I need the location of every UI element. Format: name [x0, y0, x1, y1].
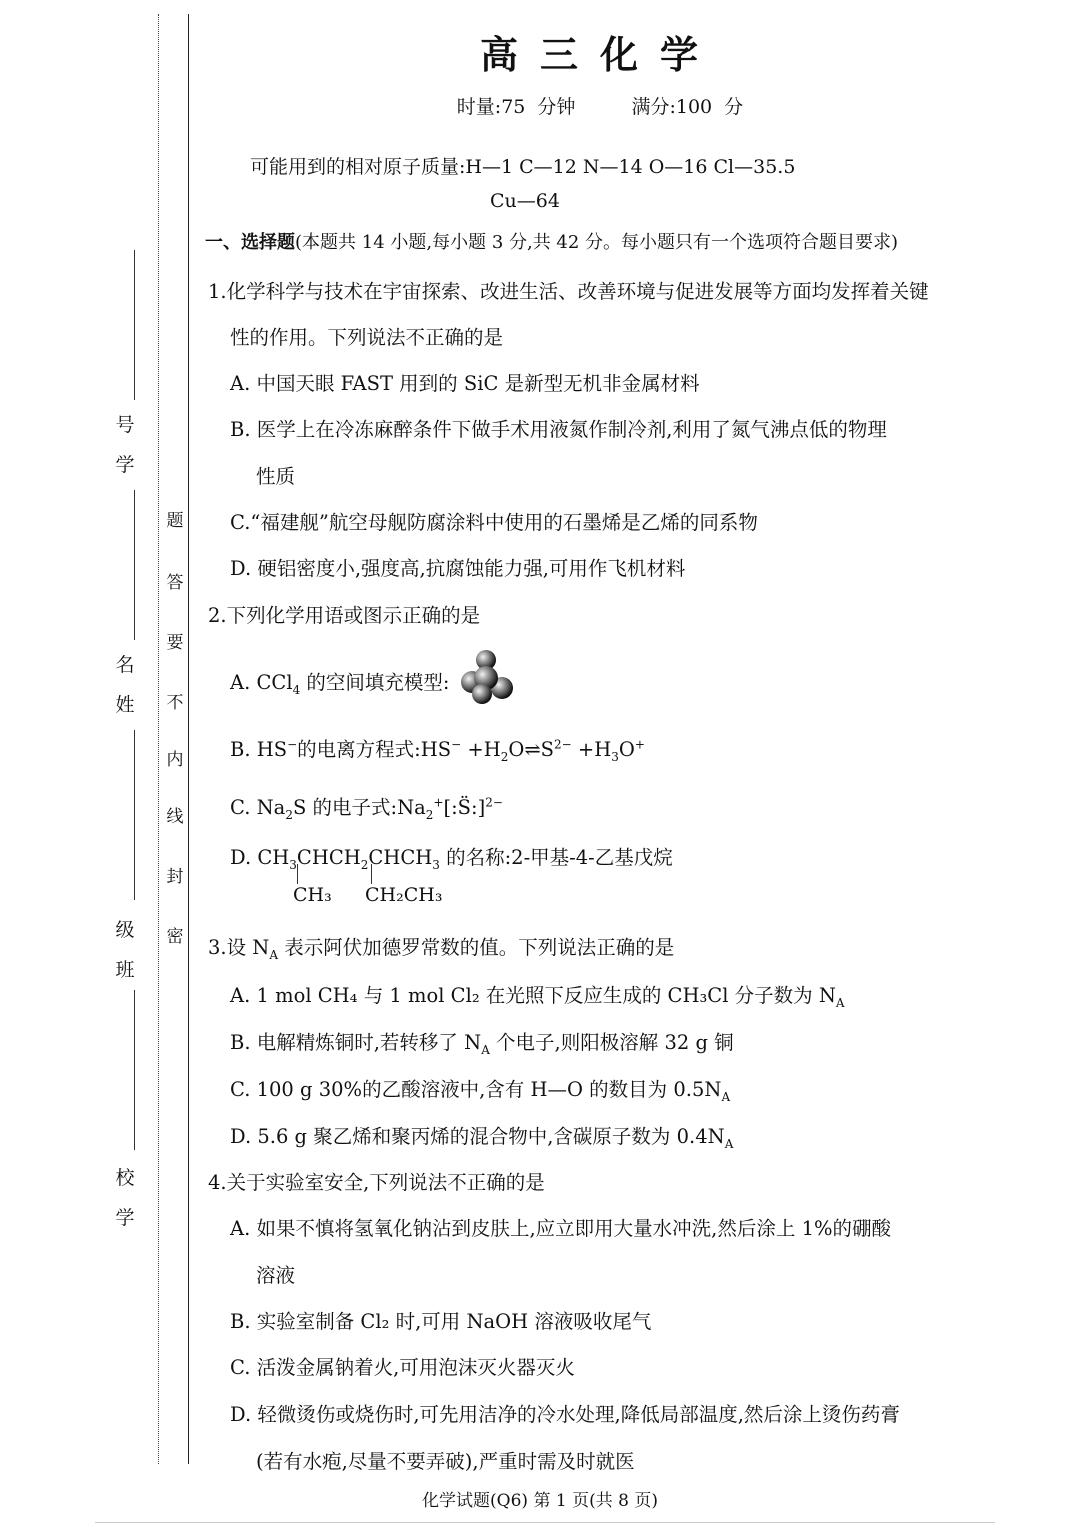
q3-option-c: C. 100 g 30%的乙酸溶液中,含有 H—O 的数目为 $0.5N_A$ — [230, 1078, 731, 1104]
q2-option-a: A. CCl$_4$ 的空间填充模型: — [230, 671, 450, 697]
seal-char: 要 — [166, 633, 184, 653]
seal-solid-line — [188, 14, 189, 1464]
branch-bond-2 — [371, 864, 372, 884]
seal-char: 题 — [166, 511, 184, 531]
exam-title: 高三化学 — [479, 33, 720, 77]
exam-meta — [200, 92, 1000, 119]
q4-option-d-cont: (若有水疱,尽量不要弄破),严重时需及时就医 — [256, 1450, 635, 1473]
seal-char: 不 — [166, 693, 184, 713]
class-line[interactable] — [134, 730, 135, 900]
exam-score: 满分:100 分 — [631, 96, 744, 118]
q4-option-b: B. 实验室制备 Cl₂ 时,可用 NaOH 溶液吸收尾气 — [230, 1310, 652, 1333]
branch-bond-1 — [297, 864, 298, 884]
q3-option-a: A. 1 mol CH₄ 与 1 mol Cl₂ 在光照下反应生成的 CH₃Cl 分子数为 $N_A$ — [230, 984, 845, 1010]
branch-methyl: CH₃ — [293, 884, 332, 906]
branch-ethyl: CH₂CH₃ — [365, 884, 443, 906]
seal-dotted-line — [158, 14, 159, 1464]
q3-stem: 3.设 $N_A$ 表示阿伏加德罗常数的值。下列说法正确的是 — [208, 936, 675, 962]
atomic-masses-cont: Cu—64 — [490, 190, 560, 212]
q2-option-b: B. HS−的电离方程式:HS− $+H_2O\rightleftharpoons S^{2-} +H_3O^+$ — [230, 737, 645, 764]
student-id-label: 号 学 — [115, 414, 135, 476]
school-line[interactable] — [134, 990, 135, 1150]
ccl4-space-filling-model — [458, 648, 518, 708]
seal-char: 密 — [166, 927, 184, 947]
q2-stem: 2.下列化学用语或图示正确的是 — [208, 604, 481, 627]
binding-margin — [0, 0, 200, 1526]
q4-option-a: A. 如果不慎将氢氧化钠沾到皮肤上,应立即用大量水冲洗,然后涂上 1%的硼酸 — [230, 1217, 892, 1240]
atomic-masses: 可能用到的相对原子质量:H—1 C—12 N—14 O—16 Cl—35.5 — [250, 156, 796, 178]
exam-time: 时量:75 分钟 — [456, 96, 576, 118]
q1-option-b-cont: 性质 — [256, 465, 296, 488]
q2-option-d: D. $CH_3CHCH_2CHCH_3$ 的名称:2-甲基-4-乙基戊烷 — [230, 846, 673, 872]
q1-option-c: C.“福建舰”航空母舰防腐涂料中使用的石墨烯是乙烯的同系物 — [230, 511, 758, 534]
name-label: 名 姓 — [115, 654, 135, 716]
section-heading: 一、选择题(本题共 14 小题,每小题 3 分,共 42 分。每小题只有一个选项符合题目要求) — [205, 232, 899, 253]
seal-char: 线 — [166, 807, 184, 827]
q4-option-d: D. 轻微烫伤或烧伤时,可先用洁净的冷水处理,降低局部温度,然后涂上烫伤药膏 — [230, 1403, 900, 1426]
bottom-rule — [95, 1522, 995, 1523]
q1-option-d: D. 硬铝密度小,强度高,抗腐蚀能力强,可用作飞机材料 — [230, 557, 686, 580]
name-line[interactable] — [134, 490, 135, 640]
q1-option-b: B. 医学上在冷冻麻醉条件下做手术用液氮作制冷剂,利用了氮气沸点低的物理 — [230, 418, 887, 441]
student-id-line[interactable] — [134, 250, 135, 400]
q4-option-a-cont: 溶液 — [256, 1264, 296, 1287]
q1-stem: 1.化学科学与技术在宇宙探索、改进生活、改善环境与促进发展等方面均发挥着关键 — [208, 280, 929, 303]
q4-stem: 4.关于实验室安全,下列说法不正确的是 — [208, 1171, 545, 1194]
seal-char: 封 — [166, 867, 184, 887]
seal-char: 答 — [166, 573, 184, 593]
school-label: 校 学 — [115, 1167, 135, 1229]
q4-option-c: C. 活泼金属钠着火,可用泡沫灭火器灭火 — [230, 1356, 575, 1379]
q2-option-c: C. $Na_2S$ 的电子式$:Na_2^+[:S̈:]^{2-}$ — [230, 795, 503, 822]
q3-option-b: B. 电解精炼铜时,若转移了 $N_A$ 个电子,则阳极溶解 32 g 铜 — [230, 1031, 734, 1057]
page-footer: 化学试题(Q6) 第 1 页(共 8 页) — [422, 1491, 658, 1511]
class-label: 级 班 — [115, 919, 135, 981]
q1-option-a: A. 中国天眼 FAST 用到的 SiC 是新型无机非金属材料 — [230, 372, 700, 395]
q3-option-d: D. 5.6 g 聚乙烯和聚丙烯的混合物中,含碳原子数为 $0.4N_A$ — [230, 1125, 734, 1151]
q1-stem-cont: 性的作用。下列说法不正确的是 — [230, 326, 504, 349]
seal-char: 内 — [166, 750, 184, 770]
